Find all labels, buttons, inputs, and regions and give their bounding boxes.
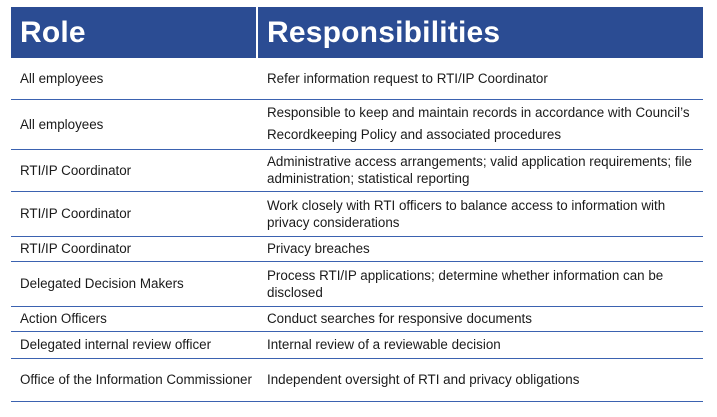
table-header-row	[11, 7, 703, 58]
table-row	[11, 149, 703, 191]
role-cell: RTI/IP Coordinator	[11, 149, 257, 191]
table-row	[11, 261, 703, 306]
role-cell: RTI/IP Coordinator	[11, 191, 257, 236]
responsibilities-table-container	[11, 7, 703, 402]
role-cell: All employees	[11, 58, 257, 99]
table-row	[11, 306, 703, 331]
responsibility-cell: Administrative access arrangements; valid application requirements; file administration; statistical reporting	[257, 149, 703, 191]
role-cell: RTI/IP Coordinator	[11, 236, 257, 261]
responsibilities-column-header: Responsibilities	[257, 7, 703, 58]
role-cell: Delegated internal review officer	[11, 331, 257, 358]
responsibility-cell: Privacy breaches	[257, 236, 703, 261]
responsibility-cell: Conduct searches for responsive documents	[257, 306, 703, 331]
role-cell: Action Officers	[11, 306, 257, 331]
table-row	[11, 191, 703, 236]
table-row	[11, 236, 703, 261]
responsibilities-table	[11, 7, 703, 402]
responsibility-cell: Refer information request to RTI/IP Coordinator	[257, 58, 703, 99]
role-cell: Delegated Decision Makers	[11, 261, 257, 306]
table-row	[11, 99, 703, 149]
table-row	[11, 331, 703, 358]
responsibility-cell: Process RTI/IP applications; determine whether information can be disclosed	[257, 261, 703, 306]
responsibility-cell: Work closely with RTI officers to balance access to information with privacy considerations	[257, 191, 703, 236]
role-cell: All employees	[11, 99, 257, 149]
responsibility-cell: Independent oversight of RTI and privacy obligations	[257, 358, 703, 401]
role-cell: Office of the Information Commissioner	[11, 358, 257, 401]
responsibility-cell: Responsible to keep and maintain records in accordance with Council’s Recordkeeping Policy and associated procedures	[257, 99, 703, 149]
table-row	[11, 58, 703, 99]
role-column-header: Role	[11, 7, 257, 58]
table-row	[11, 358, 703, 401]
responsibility-cell: Internal review of a reviewable decision	[257, 331, 703, 358]
